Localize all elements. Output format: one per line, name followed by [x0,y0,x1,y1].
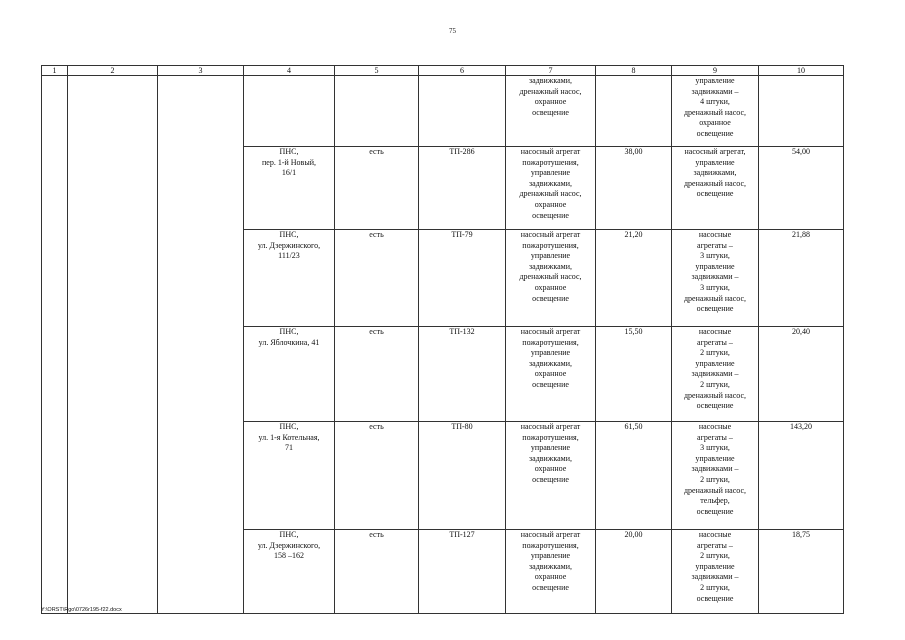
object-cell: ПНС, ул. 1-я Котельная, 71 [244,422,335,530]
power-after-cell: 143,20 [759,422,844,530]
column-header-6: 6 [419,66,506,76]
col3-empty [158,76,244,614]
equipment-table [41,65,844,614]
equipment-before-cell: насосный агрегат пожаротушения, управление задвижками, охранное освещение [506,422,596,530]
status-cell: есть [335,147,419,230]
footer-file-path: Y:\ORST\Rgo\0726r195-f22.docx [41,607,122,613]
object-cell: ПНС, ул. Дзержинского, 111/23 [244,230,335,327]
cont-col10 [759,76,844,147]
power-after-cell: 21,88 [759,230,844,327]
tp-cell: ТП-286 [419,147,506,230]
power-before-cell: 38,00 [596,147,672,230]
tp-cell: ТП-80 [419,422,506,530]
continuation-row [42,76,844,147]
status-cell: есть [335,327,419,422]
cont-col4 [244,76,335,147]
column-header-8: 8 [596,66,672,76]
power-before-cell: 15,50 [596,327,672,422]
tp-cell: ТП-79 [419,230,506,327]
equipment-after-cell: насосные агрегаты – 2 штуки, управление задвижками – 2 штуки, освещение [672,530,759,614]
equipment-after-cell: насосные агрегаты – 2 штуки, управление задвижками – 2 штуки, дренажный насос, освещение [672,327,759,422]
column-header-1: 1 [42,66,68,76]
equipment-after-cell: насосные агрегаты – 3 штуки, управление задвижками – 2 штуки, дренажный насос, тельфер, освещение [672,422,759,530]
status-cell: есть [335,422,419,530]
object-cell: ПНС, ул. Дзержинского, 158 –162 [244,530,335,614]
equipment-before-cell: насосный агрегат пожаротушения, управление задвижками, охранное освещение [506,530,596,614]
column-header-2: 2 [68,66,158,76]
power-before-cell: 61,50 [596,422,672,530]
column-header-3: 3 [158,66,244,76]
page-number: 75 [449,27,456,35]
equipment-after-cell: насосные агрегаты – 3 штуки, управление задвижками – 3 штуки, дренажный насос, освещение [672,230,759,327]
object-cell: ПНС, ул. Яблочкина, 41 [244,327,335,422]
equipment-before-cell: насосный агрегат пожаротушения, управление задвижками, дренажный насос, охранное освещение [506,147,596,230]
equipment-before-cell: насосный агрегат пожаротушения, управление задвижками, охранное освещение [506,327,596,422]
power-after-cell: 20,40 [759,327,844,422]
cont-col8 [596,76,672,147]
equipment-after-cell: насосный агрегат, управление задвижками, дренажный насос, освещение [672,147,759,230]
cont-col5 [335,76,419,147]
cont-col7: задвижками, дренажный насос, охранное освещение [506,76,596,147]
column-header-4: 4 [244,66,335,76]
status-cell: есть [335,530,419,614]
status-cell: есть [335,230,419,327]
cont-col6 [419,76,506,147]
object-cell: ПНС, пер. 1-й Новый, 16/1 [244,147,335,230]
column-header-7: 7 [506,66,596,76]
power-before-cell: 21,20 [596,230,672,327]
col1-empty [42,76,68,614]
column-number-row [42,66,844,76]
power-after-cell: 54,00 [759,147,844,230]
tp-cell: ТП-127 [419,530,506,614]
col2-empty [68,76,158,614]
cont-col9: управление задвижками – 4 штуки, дренажный насос, охранное освещение [672,76,759,147]
tp-cell: ТП-132 [419,327,506,422]
column-header-10: 10 [759,66,844,76]
column-header-5: 5 [335,66,419,76]
column-header-9: 9 [672,66,759,76]
power-before-cell: 20,00 [596,530,672,614]
equipment-before-cell: насосный агрегат пожаротушения, управление задвижками, дренажный насос, охранное освещение [506,230,596,327]
power-after-cell: 18,75 [759,530,844,614]
